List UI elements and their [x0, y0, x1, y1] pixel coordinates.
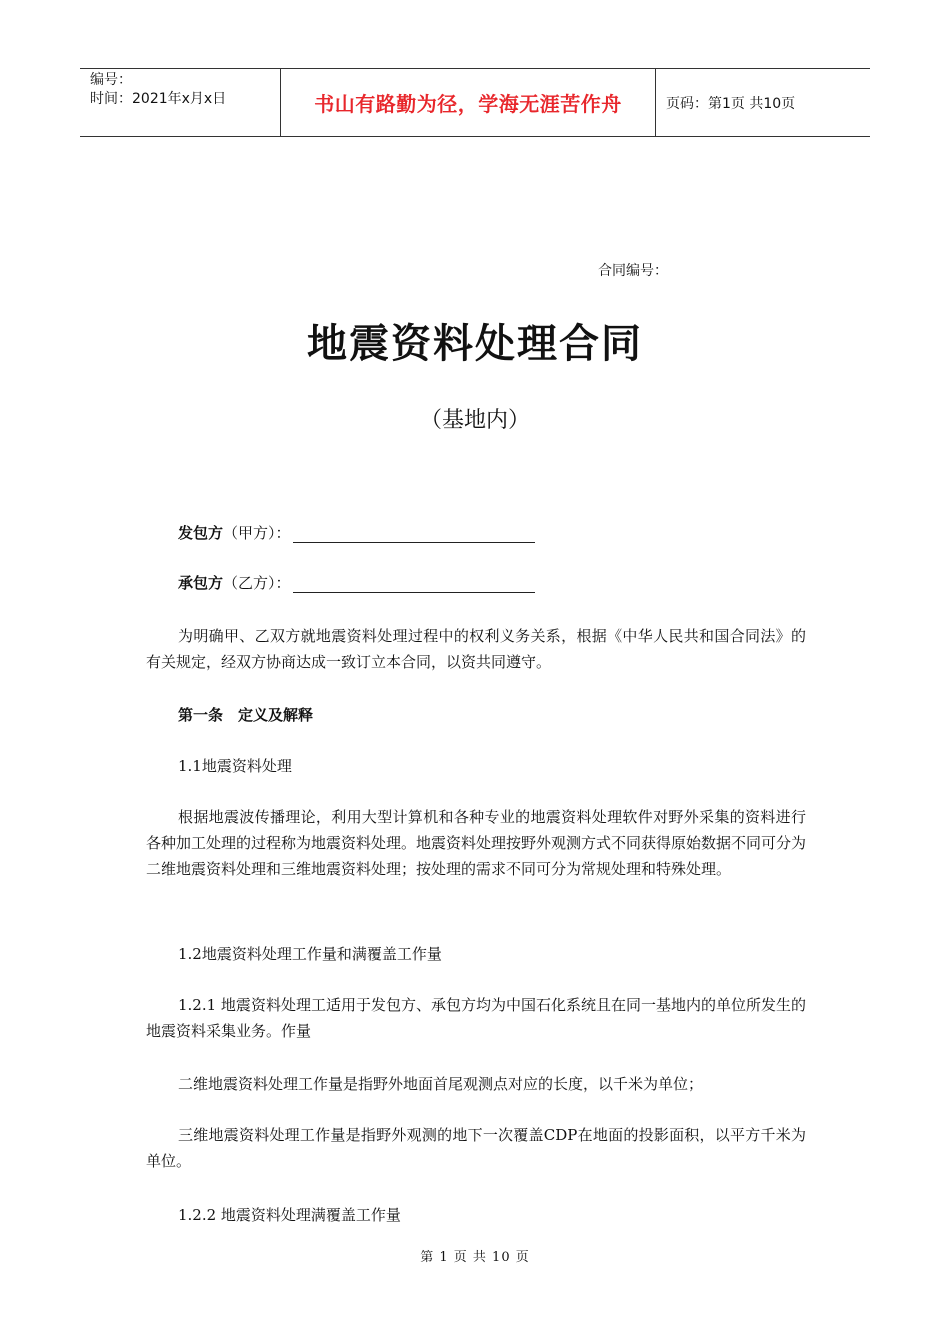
section-2d-text: 二维地震资料处理工作量是指野外地面首尾观测点对应的长度，以千米为单位； — [178, 1075, 704, 1093]
party-a-row — [178, 522, 535, 543]
header-time-label: 时间：2021年x月x日 — [90, 91, 227, 107]
page-footer: 第 1 页 共 10 页 — [420, 1250, 530, 1265]
party-b-name: 承包方 — [178, 574, 224, 592]
section-1-1-title: 1.1地震资料处理 — [178, 757, 292, 775]
party-a-blank-line — [293, 524, 535, 543]
party-a-role: （甲方）： — [223, 524, 291, 542]
section-1-2-1-text: 1.2.1 地震资料处理工适用于发包方、承包方均为中国石化系统且在同一基地内的单位所发生的地震资料采集业务。作量 — [146, 996, 806, 1040]
section-1-2-title: 1.2地震资料处理工作量和满覆盖工作量 — [178, 945, 442, 963]
header-number-label: 编号： — [90, 72, 132, 88]
header-meta — [80, 69, 280, 136]
article-1-title: 第一条 定义及解释 — [178, 706, 314, 724]
contract-number-label: 合同编号： — [598, 263, 668, 279]
document-subtitle: （基地内） — [419, 408, 530, 433]
party-b-role: （乙方）： — [223, 574, 291, 592]
page-header — [80, 68, 870, 137]
section-1-1-text: 根据地震波传播理论，利用大型计算机和各种专业的地震资料处理软件对野外采集的资料进行各种加工处理的过程称为地震资料处理。地震资料处理按野外观测方式不同获得原始数据不同可分为二维地震资料处理和三维地震资料处理；按处理的需求不同可分为常规处理和特殊处理。 — [146, 808, 807, 878]
party-b-blank-line — [293, 574, 535, 593]
section-1-2-2-title: 1.2.2 地震资料处理满覆盖工作量 — [178, 1206, 401, 1224]
header-page-info: 页码：第1页 共10页 — [666, 95, 796, 112]
header-motto: 书山有路勤为径，学海无涯苦作舟 — [280, 69, 656, 136]
section-3d-text: 三维地震资料处理工作量是指野外观测的地下一次覆盖CDP在地面的投影面积，以平方千米为单位。 — [146, 1126, 806, 1170]
document-title: 地震资料处理合同 — [307, 320, 643, 367]
intro-paragraph: 为明确甲、乙双方就地震资料处理过程中的权利义务关系，根据《中华人民共和国合同法》的有关规定，经双方协商达成一致订立本合同，以资共同遵守。 — [146, 627, 806, 671]
party-b-row — [178, 572, 535, 593]
party-a-name: 发包方 — [178, 524, 224, 542]
